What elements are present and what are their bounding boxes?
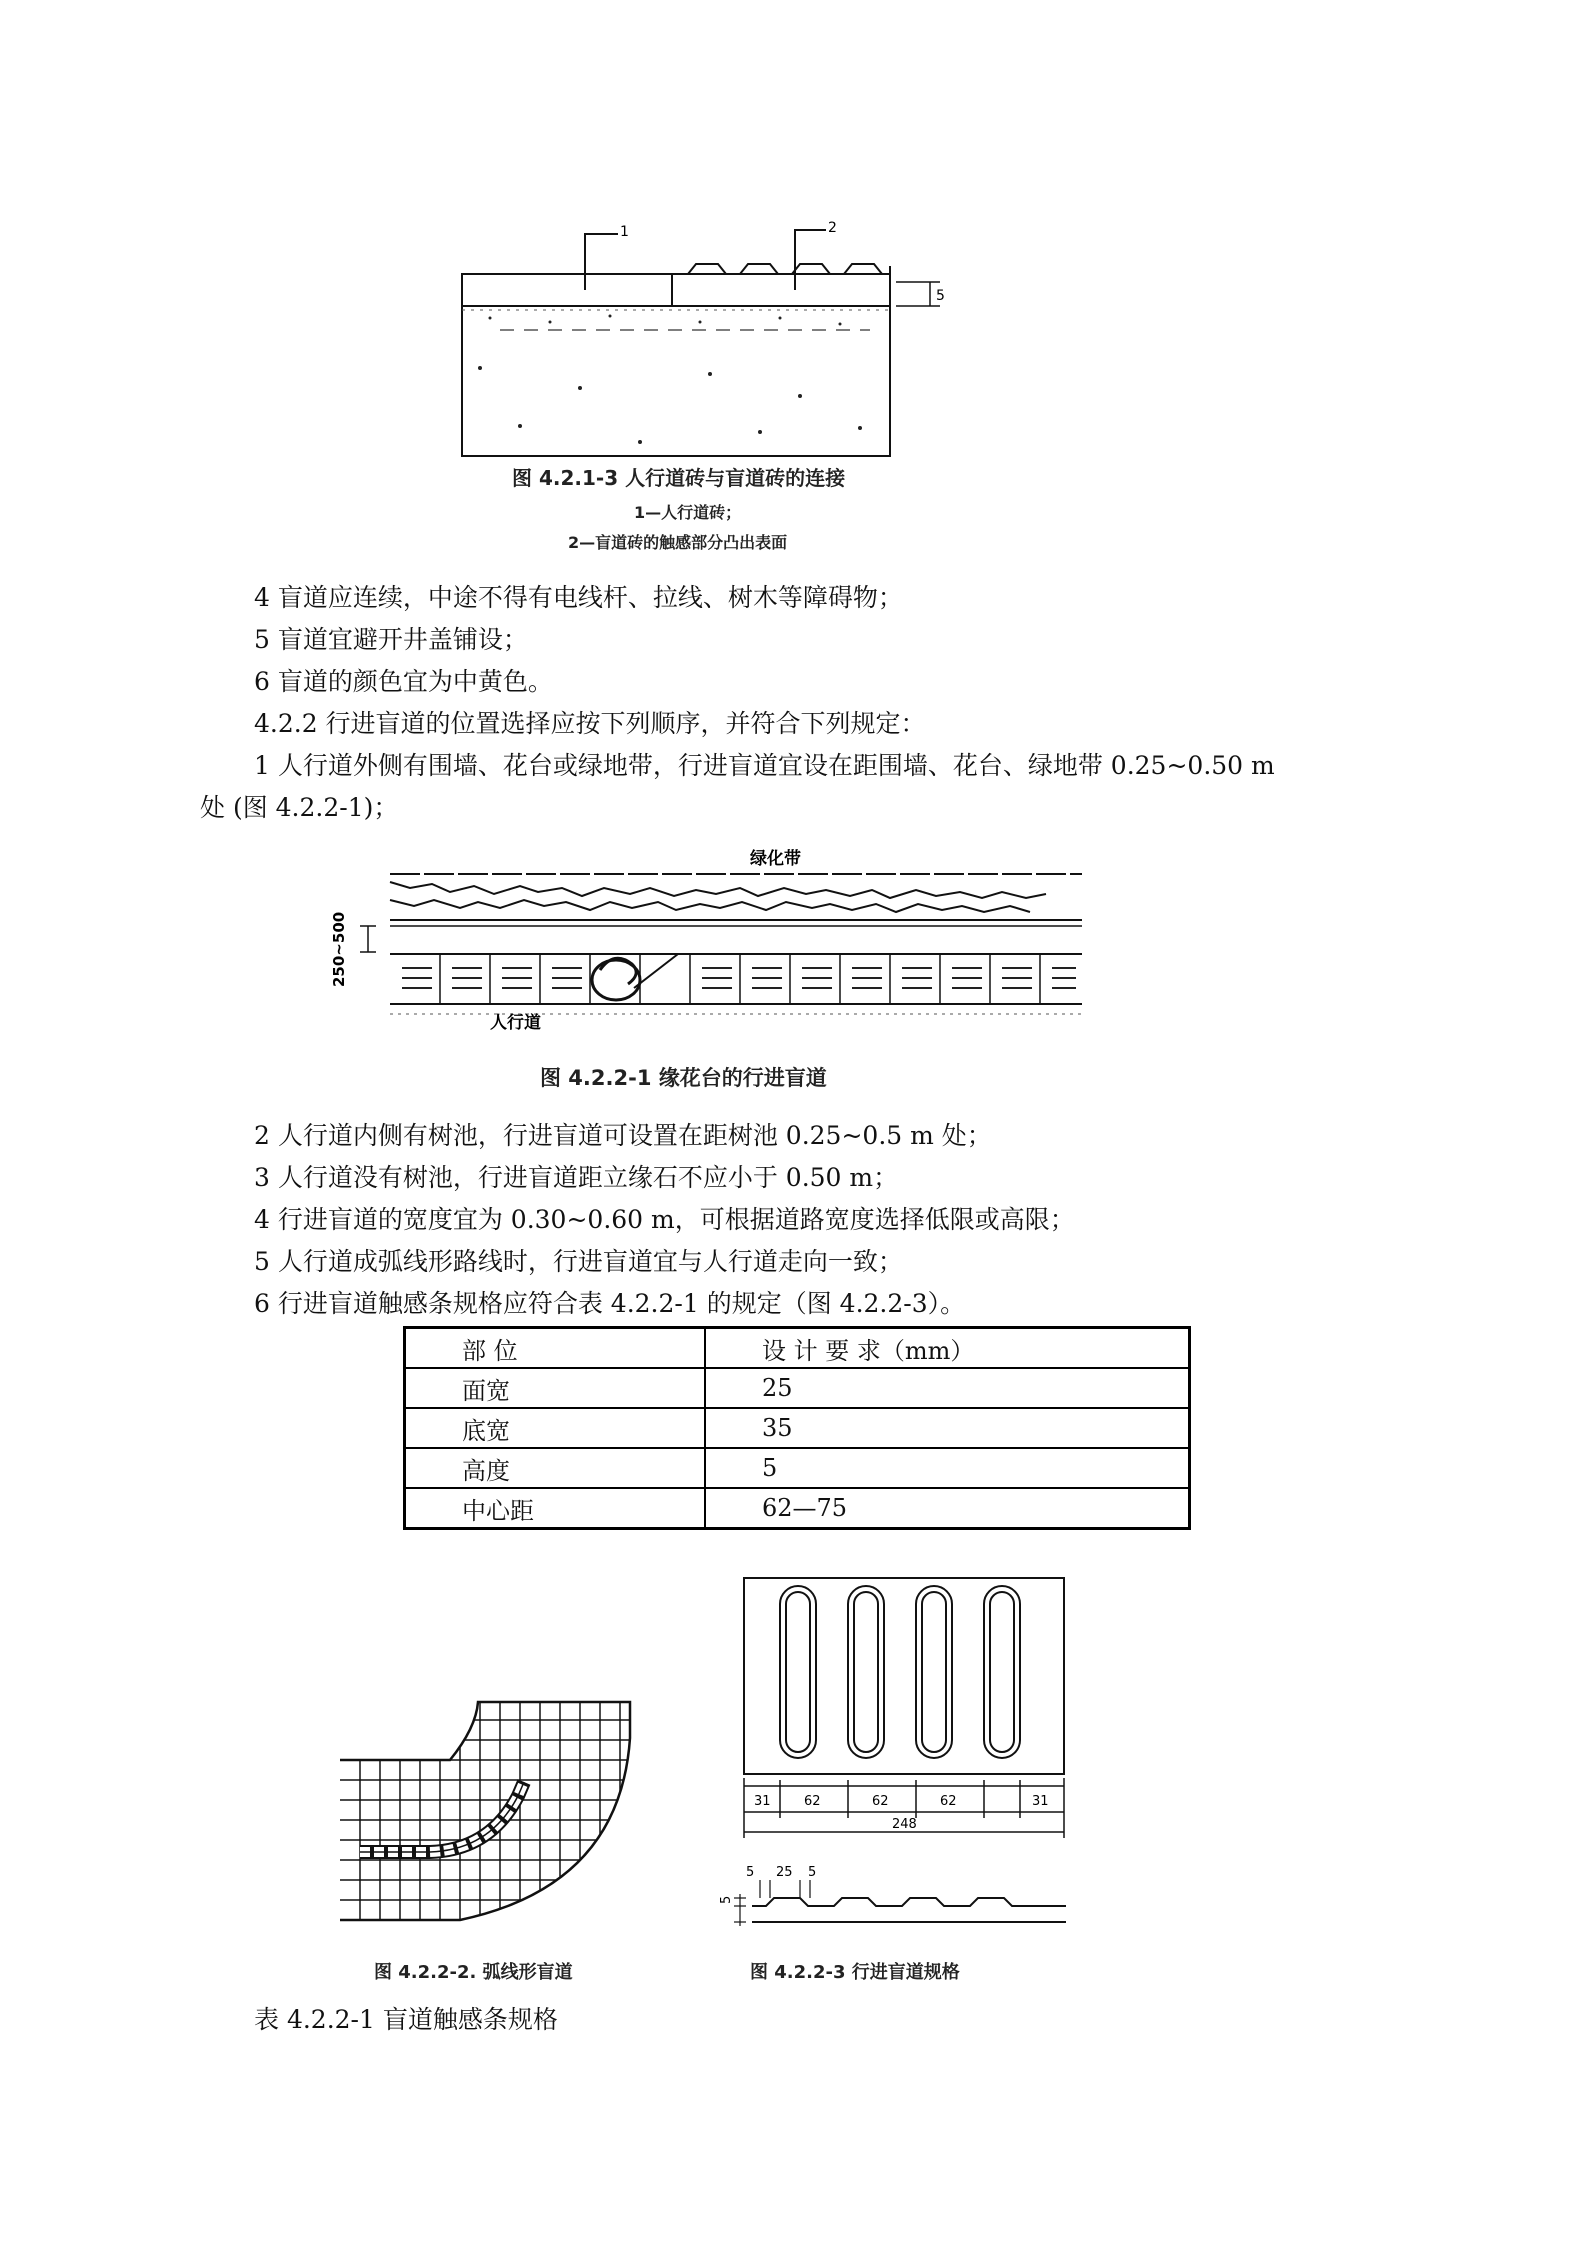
- paragraph: 4 盲道应连续，中途不得有电线杆、拉线、树木等障碍物；: [254, 583, 903, 612]
- paragraph: 2 人行道内侧有树池，行进盲道可设置在距树池 0.25~0.5 m 处；: [254, 1121, 992, 1150]
- paragraph: 4 行进盲道的宽度宜为 0.30~0.60 m，可根据道路宽度选择低限或高限；: [254, 1205, 1075, 1234]
- figure-caption: 图 4.2.2-3 行进盲道规格: [750, 1962, 960, 1983]
- table-header-row: [405, 1328, 1190, 1369]
- label-sidewalk: 人行道: [490, 1013, 541, 1033]
- figure-note: 2—盲道砖的触感部分凸出表面: [568, 533, 788, 552]
- table-cell: 底宽: [405, 1408, 706, 1448]
- paragraph: 5 盲道宜避开井盖铺设；: [254, 625, 528, 654]
- figure-caption: 图 4.2.2-1 缘花台的行进盲道: [540, 1066, 827, 1090]
- profile-dim: 5: [808, 1865, 817, 1880]
- section-heading: 4.2.2 行进盲道的位置选择应按下列顺序，并符合下列规定：: [254, 709, 926, 738]
- paragraph: 处 (图 4.2.2-1)；: [200, 793, 399, 822]
- table-row: [405, 1448, 1190, 1488]
- table-cell: 5: [705, 1448, 1190, 1488]
- table-cell: 中心距: [405, 1488, 706, 1529]
- figure-4-2-2-2: [340, 1700, 660, 1940]
- table-row: [405, 1368, 1190, 1408]
- dim-label: 31: [754, 1794, 771, 1809]
- table-cell: 高度: [405, 1448, 706, 1488]
- figure-caption: 图 4.2.1-3 人行道砖与盲道砖的连接: [512, 466, 846, 490]
- table-row: [405, 1408, 1190, 1448]
- dim-label: 62: [940, 1794, 957, 1809]
- paragraph: 6 盲道的颜色宜为中黄色。: [254, 667, 553, 696]
- dim-label: 62: [804, 1794, 821, 1809]
- callout-2: 2: [828, 220, 837, 236]
- paragraph: 6 行进盲道触感条规格应符合表 4.2.2-1 的规定（图 4.2.2-3）。: [254, 1289, 966, 1318]
- figure-4-2-1-3: [440, 218, 960, 458]
- table-header-cell: 设 计 要 求（mm）: [705, 1328, 1190, 1369]
- callout-1: 1: [620, 224, 629, 240]
- paragraph: 3 人行道没有树池，行进盲道距立缘石不应小于 0.50 m；: [254, 1163, 899, 1192]
- profile-dim: 5: [746, 1865, 755, 1880]
- dim-label: 31: [1032, 1794, 1049, 1809]
- spec-table: [403, 1326, 1191, 1530]
- dim-total: 248: [892, 1817, 917, 1832]
- figure-note: 1—人行道砖；: [634, 503, 742, 522]
- dim-250-500: 250~500: [330, 911, 348, 987]
- table-row: [405, 1488, 1190, 1529]
- table-cell: 35: [705, 1408, 1190, 1448]
- table-cell: 25: [705, 1368, 1190, 1408]
- table-caption: 表 4.2.2-1 盲道触感条规格: [254, 2005, 558, 2034]
- dim-label: 62: [872, 1794, 889, 1809]
- paragraph: 1 人行道外侧有围墙、花台或绿地带，行进盲道宜设在距围墙、花台、绿地带 0.25~0.50 m: [254, 751, 1275, 780]
- table-cell: 面宽: [405, 1368, 706, 1408]
- table-cell: 62—75: [705, 1488, 1190, 1529]
- paragraph: 5 人行道成弧线形路线时，行进盲道宜与人行道走向一致；: [254, 1247, 903, 1276]
- profile-dim: 25: [776, 1865, 793, 1880]
- figure-4-2-2-3: [676, 1576, 1086, 1966]
- figure-4-2-2-1: [330, 842, 1090, 1042]
- dim-5: 5: [936, 288, 945, 304]
- height-dim: 5: [719, 1895, 734, 1904]
- label-greenbelt: 绿化带: [750, 849, 801, 869]
- figure-caption: 图 4.2.2-2. 弧线形盲道: [374, 1962, 573, 1983]
- table-header-cell: 部 位: [405, 1328, 706, 1369]
